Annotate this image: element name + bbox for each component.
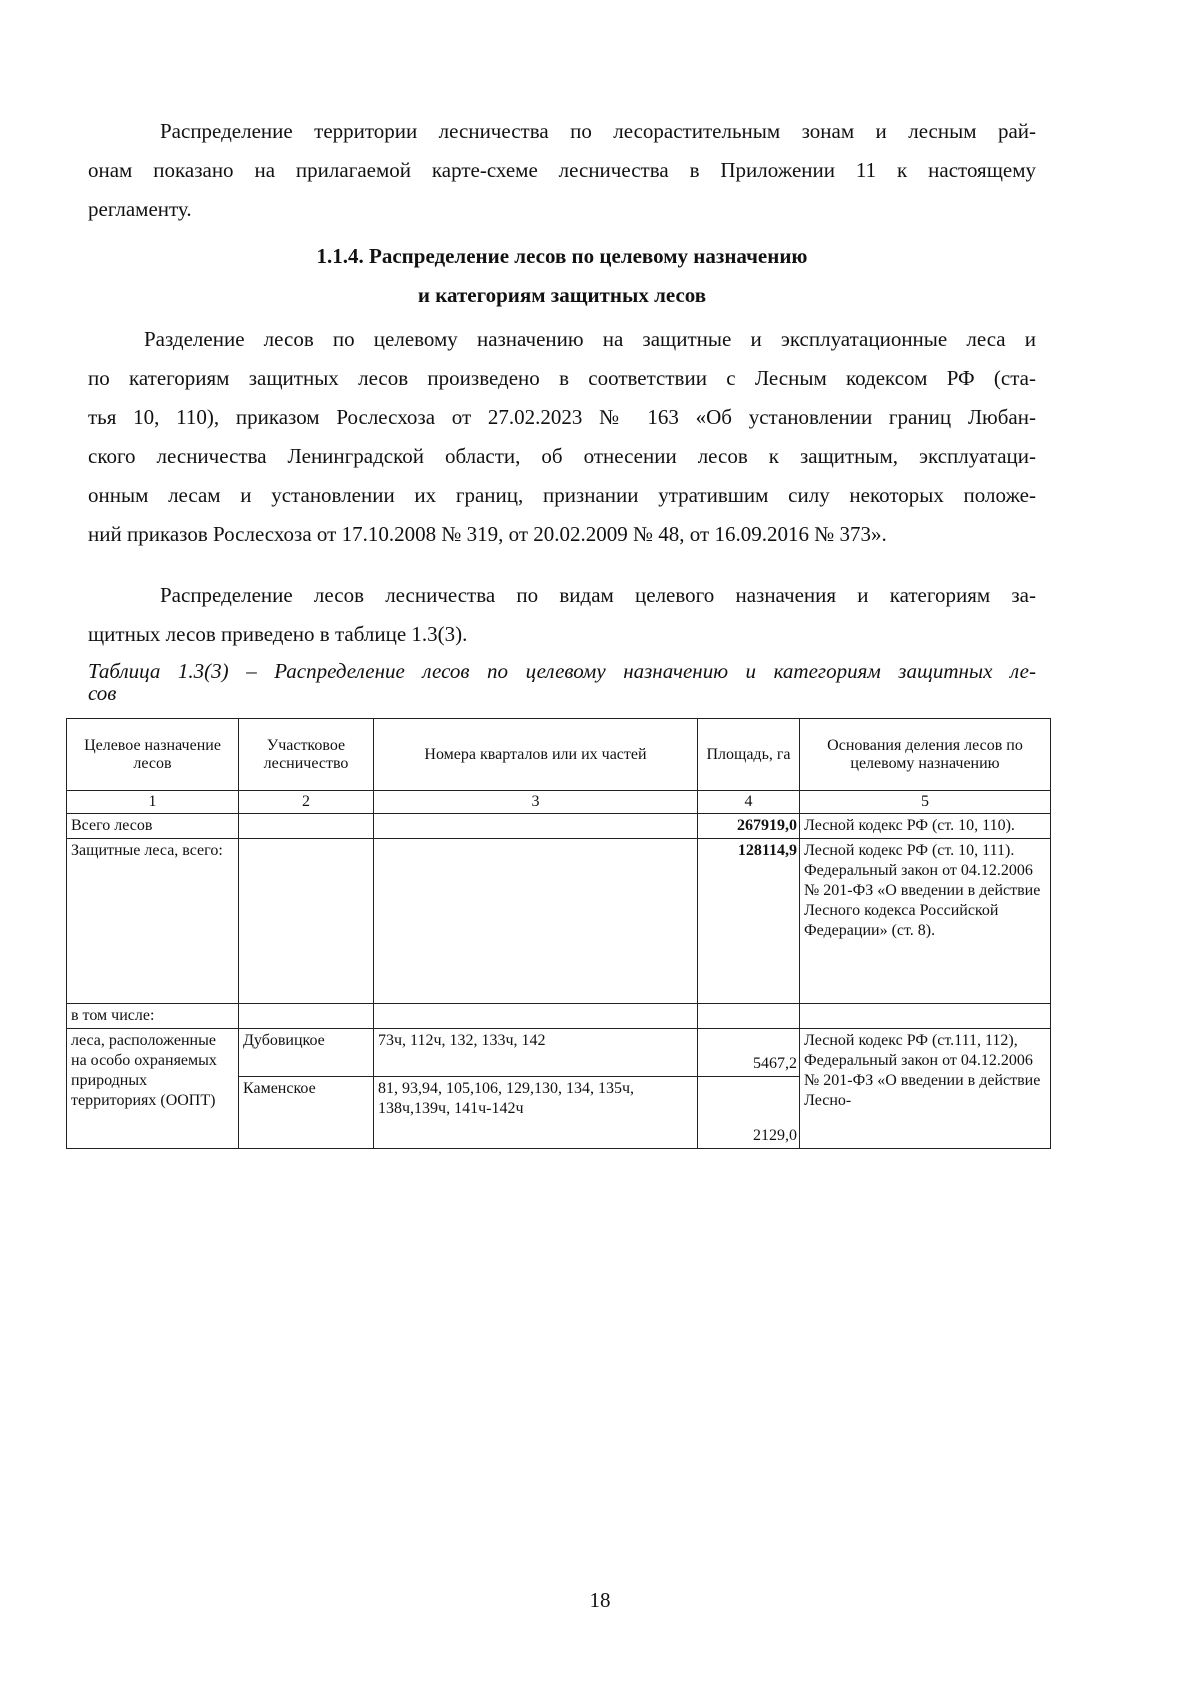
cell-quarters <box>374 1004 698 1029</box>
cell-quarters: 81, 93,94, 105,106, 129,130, 134, 135ч, 138ч,139ч, 141ч-142ч <box>374 1077 698 1149</box>
text-line: Распределение территории лесничества по лесорастительным зонам и лесным рай- <box>160 119 1036 143</box>
table-row-including <box>67 1004 1051 1029</box>
cell-basis: Лесной кодекс РФ (ст. 10, 110). <box>800 814 1051 839</box>
cell-basis <box>800 839 1051 1004</box>
basis-code: Лесной кодекс РФ (ст. 10, 111). <box>804 842 1015 859</box>
cell-quarters: 73ч, 112ч, 132, 133ч, 142 <box>374 1029 698 1077</box>
column-number-row <box>67 791 1051 814</box>
forest-distribution-table <box>66 718 1051 1149</box>
table-header-row <box>67 719 1051 791</box>
text-line: Распределение лесов лесничества по видам целевого назначения и категориям за- <box>160 583 1036 607</box>
cell-purpose: Всего лесов <box>67 814 239 839</box>
page-number: 18 <box>589 1588 611 1612</box>
text-line: ний приказов Рослесхоза от 17.10.2008 № 319, от 20.02.2009 № 48, от 16.09.2016 № 373». <box>88 522 887 546</box>
text-line: по категориям защитных лесов произведено в соответствии с Лесным кодексом РФ (ста- <box>88 366 1036 390</box>
paragraph-table-ref <box>88 576 1036 654</box>
cell-quarters <box>374 839 698 1004</box>
caption-line: сов <box>88 681 117 705</box>
text-line: щитных лесов приведено в таблице 1.3(3). <box>88 622 468 646</box>
cell-area: 2129,0 <box>698 1077 800 1149</box>
basis-law: Федеральный закон от 04.12.2006 № 201-ФЗ «О введении в действие Лесного кодекса Российской Федерации» (ст. 8). <box>804 862 1041 939</box>
section-heading-line2: и категориям защитных лесов <box>417 283 707 307</box>
text-line: онным лесам и установлении их границ, признании утратившим силу некоторых положе- <box>88 483 1036 507</box>
cell-basis: Лесной кодекс РФ (ст.111, 112), Федеральный закон от 04.12.2006 № 201-ФЗ «О введении в действие Лесно- <box>800 1029 1051 1149</box>
caption-line: Таблица 1.3(3) – Распределение лесов по целевому назначению и категориям защитных ле- <box>88 659 1036 683</box>
table-caption <box>88 660 1036 704</box>
cell-quarters <box>374 814 698 839</box>
header-area: Площадь, га <box>698 719 800 791</box>
col-number: 4 <box>698 791 800 814</box>
text-line: регламенту. <box>88 197 192 221</box>
col-number: 2 <box>239 791 374 814</box>
cell-area <box>698 1004 800 1029</box>
text-line: ского лесничества Ленинградской области, об отнесении лесов к защитным, эксплуатаци- <box>88 444 1036 468</box>
cell-purpose: Защитные леса, всего: <box>67 839 239 1004</box>
col-number: 3 <box>374 791 698 814</box>
paragraph-division <box>88 320 1036 554</box>
text-line: Разделение лесов по целевому назначению на защитные и эксплуатационные леса и <box>144 327 1036 351</box>
paragraph-zones <box>88 112 1036 229</box>
header-district: Участковое лесничество <box>239 719 374 791</box>
cell-area: 5467,2 <box>698 1029 800 1077</box>
cell-district <box>239 1004 374 1029</box>
table-row-total <box>67 814 1051 839</box>
cell-district <box>239 814 374 839</box>
cell-purpose: в том числе: <box>67 1004 239 1029</box>
section-heading-line1: 1.1.4. Распределение лесов по целевому назначению <box>316 244 808 268</box>
cell-basis <box>800 1004 1051 1029</box>
cell-area: 267919,0 <box>698 814 800 839</box>
table-row-oopt-dubovitskoe <box>67 1029 1051 1077</box>
cell-district <box>239 839 374 1004</box>
cell-purpose: леса, расположенные на особо охраняемых природных территориях (ООПТ) <box>67 1029 239 1149</box>
cell-district: Дубовицкое <box>239 1029 374 1077</box>
cell-district: Каменское <box>239 1077 374 1149</box>
header-basis: Основания деления лесов по целевому назначению <box>800 719 1051 791</box>
text-line: онам показано на прилагаемой карте-схеме лесничества в Приложении 11 к настоящему <box>88 158 1036 182</box>
text-line: тья 10, 110), приказом Рослесхоза от 27.02.2023 № 163 «Об установлении границ Любан- <box>88 405 1036 429</box>
header-quarters: Номера кварталов или их частей <box>374 719 698 791</box>
header-purpose: Целевое назначение лесов <box>67 719 239 791</box>
col-number: 5 <box>800 791 1051 814</box>
col-number: 1 <box>67 791 239 814</box>
cell-area: 128114,9 <box>698 839 800 1004</box>
table-row-protective <box>67 839 1051 1004</box>
